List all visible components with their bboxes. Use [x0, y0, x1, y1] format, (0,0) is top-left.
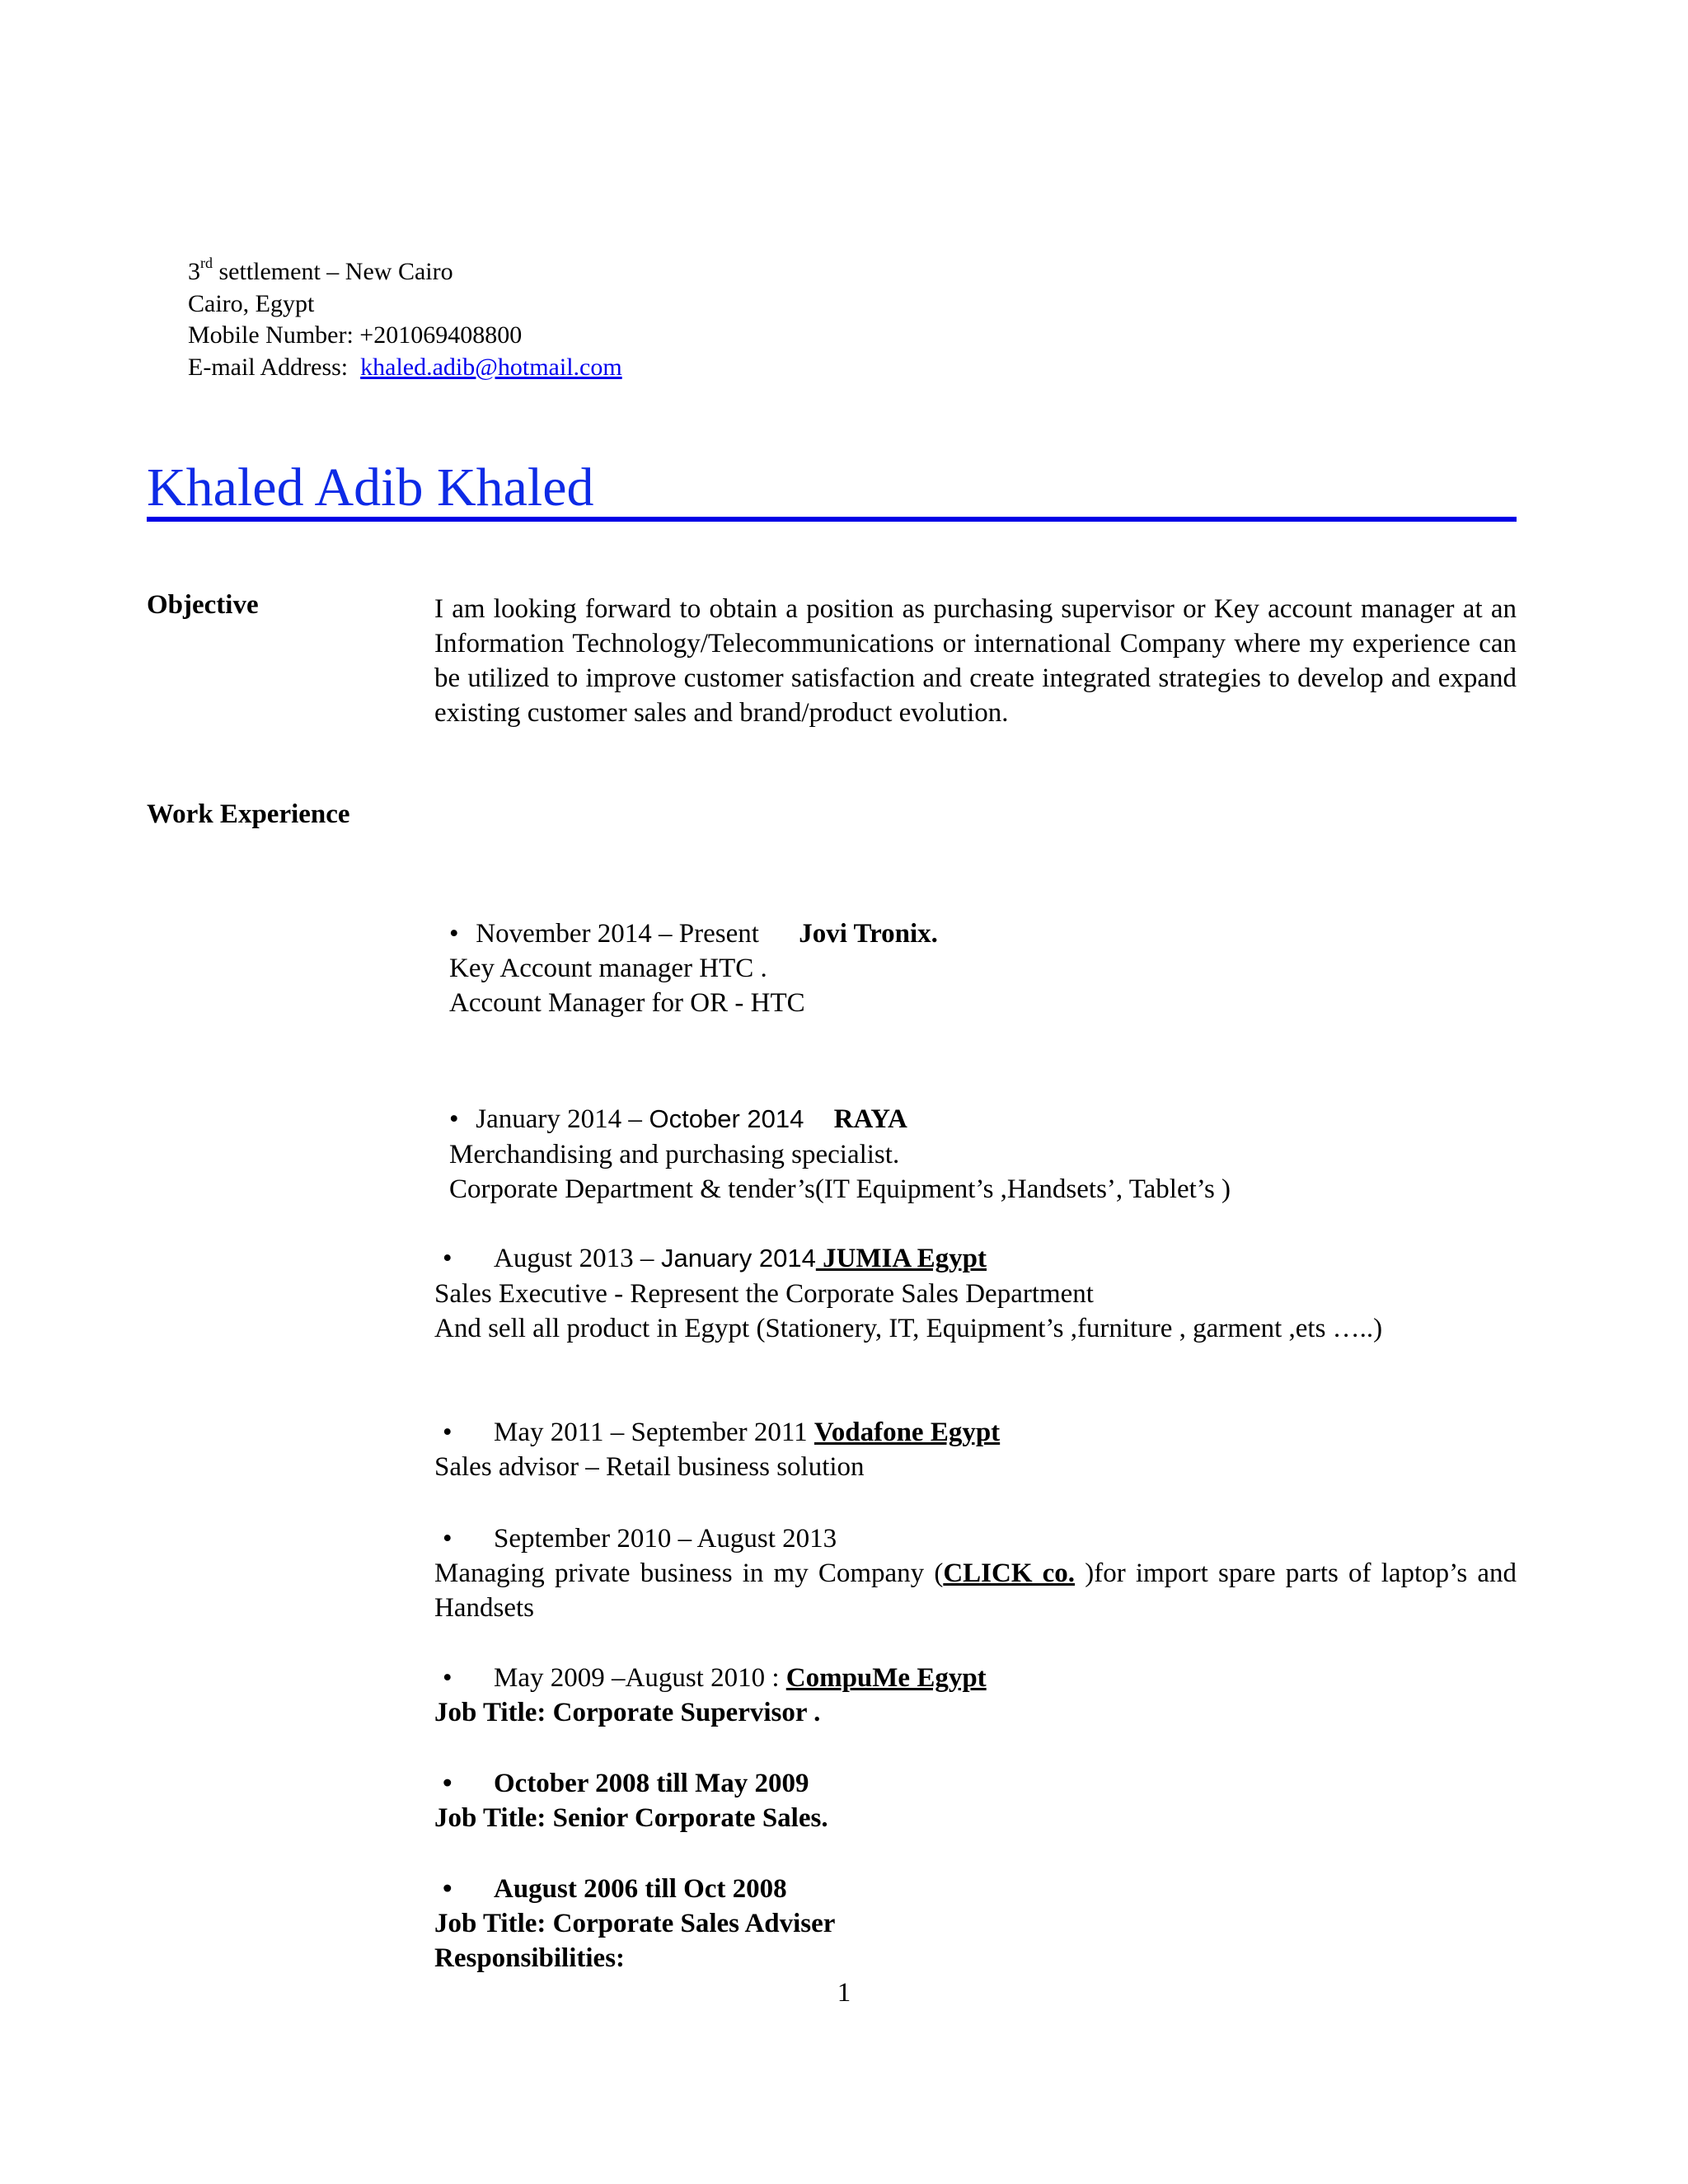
- job-3-line-1: Sales Executive - Represent the Corporate Sales Department: [434, 1279, 1094, 1309]
- job-5-header: [443, 1521, 837, 1556]
- job-3-line-2: And sell all product in Egypt (Stationery, IT, Equipment’s ,furniture , garment ,ets …..): [434, 1314, 1383, 1343]
- job-company: Vodafone Egypt: [814, 1418, 1001, 1447]
- job-dates: August 2006 till Oct 2008: [494, 1874, 787, 1904]
- objective-text: I am looking forward to obtain a position as purchasing supervisor or Key account manager at an Information Technology/Telecommunications or international Company where my experience can be utilized to improve customer satisfaction and create integrated strategies to develop and expand existing customer sales and brand/product evolution.: [434, 594, 1517, 728]
- job-company: RAYA: [833, 1104, 907, 1134]
- job-1-line-1: Key Account manager HTC .: [449, 954, 767, 983]
- email-label: E-mail Address:: [188, 354, 349, 381]
- job-7-title: Job Title: Senior Corporate Sales.: [434, 1803, 828, 1833]
- bullet-icon: •: [449, 1104, 459, 1134]
- job-1-header: [449, 916, 938, 951]
- job-4-header: [443, 1415, 1000, 1450]
- address-line-1: 3rd settlement – New Cairo: [188, 255, 453, 285]
- job-1-line-2: Account Manager for OR - HTC: [449, 988, 805, 1018]
- bullet-icon: •: [443, 1769, 452, 1798]
- job-3-header: [443, 1241, 987, 1276]
- job-company: CLICK co.: [943, 1558, 1076, 1588]
- page-number: 1: [837, 1978, 851, 2008]
- job-2-line-1: Merchandising and purchasing specialist.: [449, 1140, 900, 1169]
- job-dates: November 2014 – Present: [476, 919, 759, 949]
- job-dates: September 2010 – August 2013: [494, 1524, 837, 1554]
- job-dates-end: January 2014: [654, 1244, 816, 1272]
- mobile-number: Mobile Number: +201069408800: [188, 321, 523, 349]
- job-6-title: Job Title: Corporate Supervisor .: [434, 1698, 821, 1727]
- bullet-icon: •: [443, 1244, 452, 1273]
- bullet-icon: •: [443, 1663, 452, 1693]
- job-2-header: [449, 1102, 907, 1137]
- job-company: JUMIA Egypt: [815, 1244, 987, 1273]
- job-dates: October 2008 till May 2009: [494, 1769, 809, 1798]
- address-line-2: Cairo, Egypt: [188, 290, 315, 317]
- email-row: [188, 352, 622, 383]
- bullet-icon: •: [443, 1418, 452, 1447]
- job-5-description: Managing private business in my Company (CLICK co. )for import spare parts of laptop’s and Handsets: [434, 1558, 1517, 1623]
- job-company: Jovi Tronix.: [799, 919, 938, 949]
- job-4-line-1: Sales advisor – Retail business solution: [434, 1452, 865, 1482]
- job-8-responsibilities: Responsibilities:: [434, 1943, 626, 1973]
- job-8-title: Job Title: Corporate Sales Adviser: [434, 1909, 836, 1938]
- bullet-icon: •: [443, 1524, 452, 1554]
- job-dates: May 2009 –August 2010 :: [494, 1663, 786, 1693]
- job-dates: May 2011 – September 2011: [494, 1418, 808, 1447]
- bullet-icon: •: [449, 919, 459, 949]
- bullet-icon: •: [443, 1874, 452, 1904]
- job-2-line-2: Corporate Department & tender’s(IT Equipment’s ,Handsets’, Tablet’s ): [449, 1174, 1231, 1204]
- job-dates-start: January 2014 –: [476, 1104, 642, 1134]
- job-8-header: [443, 1872, 787, 1906]
- job-dates-end: October 2014: [641, 1104, 804, 1133]
- work-experience-heading: Work Experience: [147, 799, 350, 829]
- candidate-name: Khaled Adib Khaled: [147, 459, 1517, 522]
- email-link[interactable]: khaled.adib@hotmail.com: [360, 354, 622, 381]
- job-7-header: [443, 1766, 809, 1801]
- objective-heading: Objective: [147, 590, 259, 620]
- job-company: CompuMe Egypt: [785, 1663, 987, 1693]
- job-6-header: [443, 1661, 987, 1695]
- job-dates-start: August 2013 –: [494, 1244, 654, 1273]
